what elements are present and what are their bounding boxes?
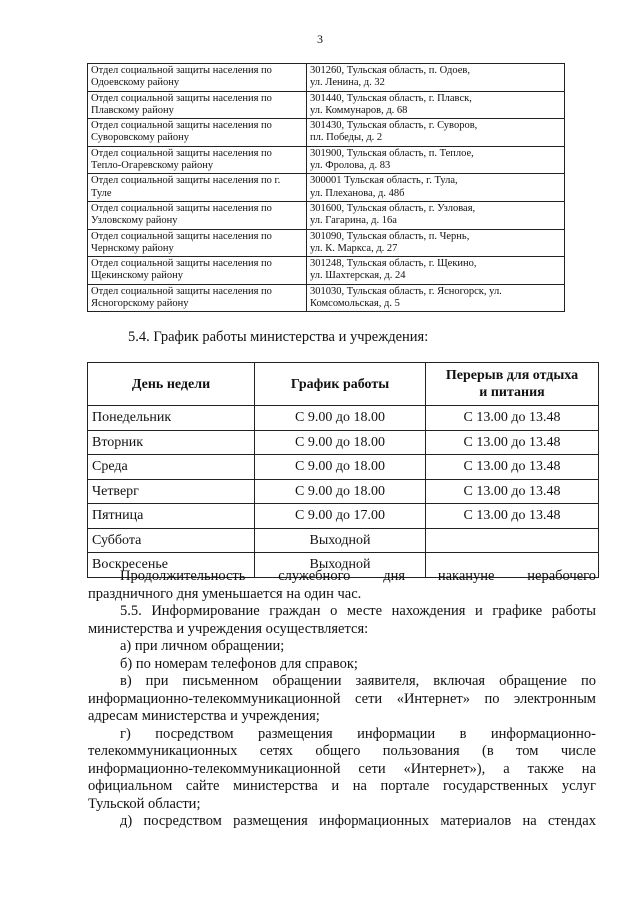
schedule-header-hours: График работы: [255, 363, 426, 406]
schedule-header-break: [426, 363, 599, 406]
office-address-line1: 301900, Тульская область, п. Теплое,: [310, 147, 474, 159]
section-5-4-heading: 5.4. График работы министерства и учреждения:: [128, 329, 429, 345]
list-item-v-line3: адресам министерства и учреждения;: [88, 708, 320, 724]
schedule-row: [88, 504, 599, 529]
office-row: [88, 229, 565, 257]
schedule-row: [88, 479, 599, 504]
office-address: [307, 174, 565, 202]
office-address-line2: ул. Фролова, д. 83: [310, 160, 391, 172]
list-item-v-line1: в) при письменном обращении заявителя, включая обращение по: [120, 673, 596, 689]
office-department: Отдел социальной защиты населения по Тепло-Огаревскому району: [88, 146, 307, 174]
office-address: [307, 91, 565, 119]
schedule-break: С 13.00 до 13.48: [426, 406, 599, 431]
office-department: Отдел социальной защиты населения по Плавскому району: [88, 91, 307, 119]
list-item-g-line2: телекоммуникационных сетях общего пользования (в том числе: [88, 743, 596, 759]
office-address-line1: 301600, Тульская область, г. Узловая,: [310, 202, 476, 214]
offices-table: [87, 63, 565, 312]
schedule-hours: С 9.00 до 17.00: [255, 504, 426, 529]
list-item-a: а) при личном обращении;: [120, 638, 285, 654]
office-row: [88, 119, 565, 147]
office-department: Отдел социальной защиты населения по г. Туле: [88, 174, 307, 202]
office-address-line1: 300001 Тульская область, г. Тула,: [310, 175, 458, 187]
office-row: [88, 284, 565, 312]
office-address-line2: ул. Плеханова, д. 48б: [310, 187, 405, 199]
schedule-hours: Выходной: [255, 528, 426, 553]
schedule-day: Четверг: [88, 479, 255, 504]
schedule-row: [88, 430, 599, 455]
office-department: Отдел социальной защиты населения по Щекинскому району: [88, 257, 307, 285]
list-item-g-line3: информационно-телекоммуникационной сети «Интернет»), а также на: [88, 760, 596, 777]
schedule-day: Понедельник: [88, 406, 255, 431]
office-address-line2: ул. Гагарина, д. 16а: [310, 215, 397, 227]
list-item-d-line1: д) посредством размещения информационных материалов на стендах: [120, 813, 596, 829]
schedule-hours: С 9.00 до 18.00: [255, 406, 426, 431]
office-address-line2: ул. К. Маркса, д. 27: [310, 242, 398, 254]
schedule-hours: Выходной: [255, 553, 426, 578]
office-row: [88, 174, 565, 202]
paragraph-5-5-line2: министерства и учреждения осуществляется:: [88, 620, 369, 637]
office-row: [88, 91, 565, 119]
list-item-b: б) по номерам телефонов для справок;: [120, 655, 358, 672]
office-row: [88, 257, 565, 285]
office-department: Отдел социальной защиты населения по Одоевскому району: [88, 64, 307, 92]
schedule-break: С 13.00 до 13.48: [426, 430, 599, 455]
schedule-row: [88, 455, 599, 480]
office-address-line1: 301090, Тульская область, п. Чернь,: [310, 230, 470, 242]
office-address-line1: 301440, Тульская область, г. Плавск,: [310, 92, 472, 104]
schedule-row: [88, 528, 599, 553]
schedule-break: [426, 528, 599, 553]
office-address: [307, 64, 565, 92]
office-address: [307, 146, 565, 174]
paragraph-workday-line2: праздничного дня уменьшается на один час.: [88, 585, 362, 602]
schedule-header-break-line2: и питания: [479, 385, 545, 400]
office-address-line2: ул. Коммунаров, д. 68: [310, 104, 408, 116]
office-row: [88, 146, 565, 174]
office-department: Отдел социальной защиты населения по Чернскому району: [88, 229, 307, 257]
schedule-break: С 13.00 до 13.48: [426, 504, 599, 529]
office-department: Отдел социальной защиты населения по Суворовскому району: [88, 119, 307, 147]
office-address: [307, 284, 565, 312]
office-address: [307, 257, 565, 285]
office-address-line2: ул. Ленина, д. 32: [310, 77, 385, 89]
schedule-hours: С 9.00 до 18.00: [255, 430, 426, 455]
list-item-g-line1: г) посредством размещения информации в информационно-: [120, 725, 596, 742]
list-item-g-line5: Тульской области;: [88, 795, 201, 812]
page-number: 3: [317, 32, 323, 46]
offices-table-body: [88, 64, 565, 312]
office-address-line2: Комсомольская, д. 5: [310, 298, 400, 310]
office-address-line2: ул. Шахтерская, д. 24: [310, 270, 406, 282]
office-address: [307, 201, 565, 229]
schedule-hours: С 9.00 до 18.00: [255, 479, 426, 504]
schedule-day: Среда: [88, 455, 255, 480]
office-address: [307, 119, 565, 147]
office-address-line2: пл. Победы, д. 2: [310, 132, 383, 144]
schedule-table: [87, 362, 599, 578]
office-address-line1: 301430, Тульская область, г. Суворов,: [310, 120, 478, 132]
office-row: [88, 64, 565, 92]
schedule-day: Вторник: [88, 430, 255, 455]
schedule-header-break-line1: Перерыв для отдыха: [445, 368, 579, 383]
schedule-day: Пятница: [88, 504, 255, 529]
schedule-header-row: [88, 363, 599, 406]
office-row: [88, 201, 565, 229]
paragraph-5-5-line1: 5.5. Информирование граждан о месте нахождения и графике работы: [120, 603, 596, 619]
schedule-row: [88, 406, 599, 431]
schedule-day: Воскресенье: [88, 553, 255, 578]
schedule-day: Суббота: [88, 528, 255, 553]
list-item-v-line2: информационно-телекоммуникационной сети «Интернет» по электронным: [88, 690, 596, 707]
schedule-break: С 13.00 до 13.48: [426, 479, 599, 504]
office-address: [307, 229, 565, 257]
office-department: Отдел социальной защиты населения по Узловскому району: [88, 201, 307, 229]
office-department: Отдел социальной защиты населения по Ясногорскому району: [88, 284, 307, 312]
office-address-line1: 301248, Тульская область, г. Щекино,: [310, 258, 477, 270]
paragraph-workday-line1: Продолжительность служебного дня накануне нерабочего: [120, 568, 596, 584]
body-text: [88, 568, 596, 831]
office-address-line1: 301260, Тульская область, п. Одоев,: [310, 65, 470, 76]
schedule-break: С 13.00 до 13.48: [426, 455, 599, 480]
schedule-header-day: День недели: [88, 363, 255, 406]
schedule-table-body: [88, 406, 599, 578]
list-item-g-line4: официальном сайте министерства и на портале государственных услуг: [88, 778, 596, 794]
schedule-hours: С 9.00 до 18.00: [255, 455, 426, 480]
office-address-line1: 301030, Тульская область, г. Ясногорск, ул.: [310, 285, 502, 297]
